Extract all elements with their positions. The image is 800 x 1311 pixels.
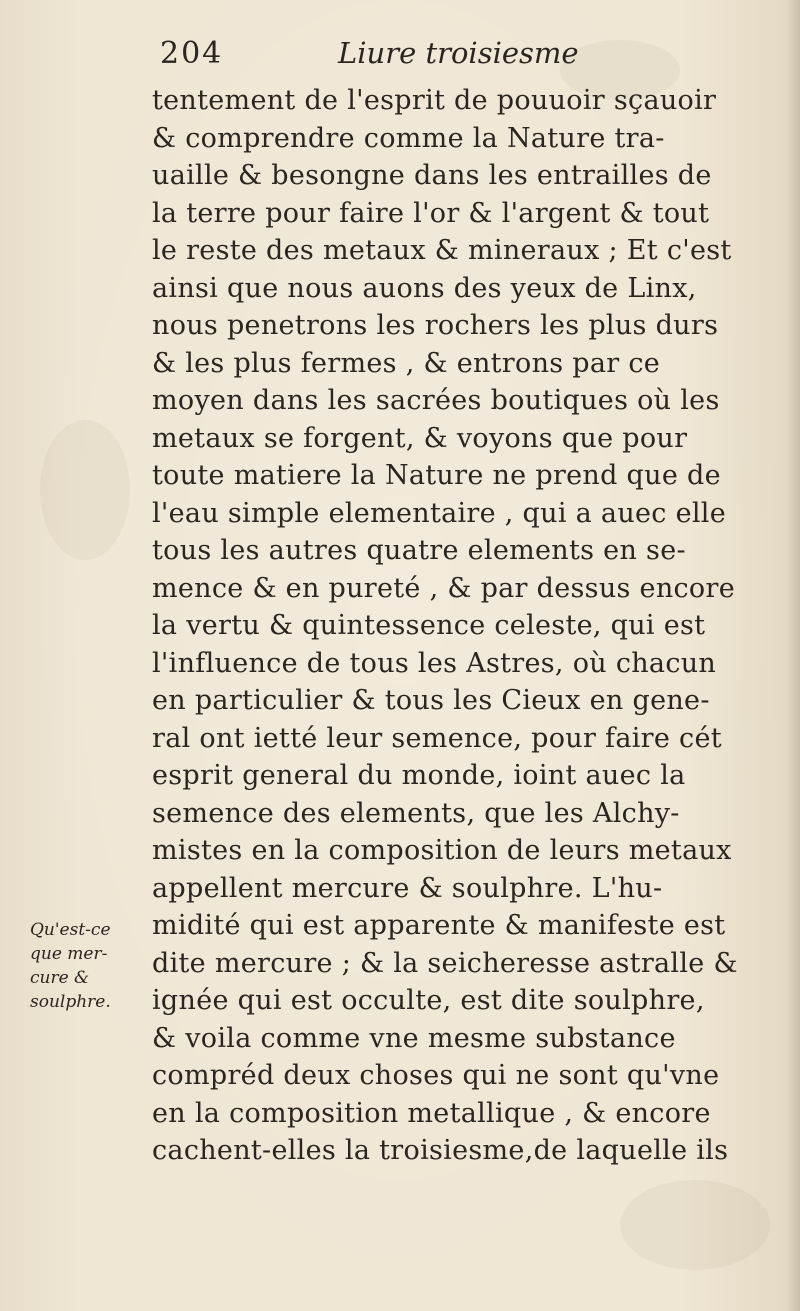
- text-line: ral ont ietté leur semence, pour faire cét: [152, 722, 722, 754]
- page-number: 204: [160, 36, 224, 71]
- text-line: & voila comme vne mesme substance: [152, 1022, 676, 1054]
- text-line: la terre pour faire l'or & l'argent & tout: [152, 197, 710, 229]
- text-line: l'eau simple elementaire , qui a auec elle: [152, 497, 727, 529]
- text-line: semence des elements, que les Alchy-: [152, 797, 680, 829]
- text-line: & les plus fermes , & entrons par ce: [152, 347, 661, 379]
- text-line: compréd deux choses qui ne sont qu'vne: [152, 1060, 720, 1091]
- text-line: cachent-elles la troisiesme,de laquelle ils: [152, 1135, 729, 1166]
- text-line: la vertu & quintessence celeste, qui est: [152, 610, 706, 641]
- running-head: [150, 36, 610, 80]
- text-line: mistes en la composition de leurs metaux: [152, 835, 732, 866]
- text-line: uaille & besongne dans les entrailles de: [152, 160, 712, 191]
- text-line: dite mercure ; & la seicheresse astralle &: [152, 947, 738, 979]
- paper-stain: [620, 1180, 770, 1270]
- margin-note: [30, 918, 148, 1014]
- text-line: tous les autres quatre elements en se-: [152, 535, 686, 566]
- text-line: en particulier & tous les Cieux en gene-: [152, 685, 710, 716]
- text-line: ainsi que nous auons des yeux de Linx,: [152, 272, 697, 304]
- text-line: esprit general du monde, ioint auec la: [152, 760, 686, 791]
- text-line: mence & en pureté , & par dessus encore: [152, 572, 735, 604]
- text-line: metaux se forgent, & voyons que pour: [152, 422, 688, 454]
- text-line: ignée qui est occulte, est dite soulphre,: [152, 985, 705, 1016]
- margin-note-line: cure &: [30, 968, 90, 988]
- body-text: [152, 82, 792, 1170]
- text-line: le reste des metaux & mineraux ; Et c'est: [152, 235, 732, 266]
- text-line: midité qui est apparente & manifeste est: [152, 910, 726, 941]
- text-line: appellent mercure & soulphre. L'hu-: [152, 872, 663, 904]
- text-line: moyen dans les sacrées boutiques où les: [152, 385, 720, 416]
- text-line: toute matiere la Nature ne prend que de: [152, 460, 721, 491]
- page-edge-shadow: [786, 0, 800, 1311]
- text-line: l'influence de tous les Astres, où chacun: [152, 647, 717, 679]
- running-title: Liure troisiesme: [338, 36, 579, 70]
- text-line: & comprendre comme la Nature tra-: [152, 122, 665, 154]
- text-line: nous penetrons les rochers les plus durs: [152, 310, 719, 341]
- text-line: tentement de l'esprit de pouuoir sçauoir: [152, 85, 717, 116]
- margin-note-line: Qu'est-ce: [30, 920, 111, 940]
- paper-stain: [40, 420, 130, 560]
- margin-note-line: soulphre.: [30, 992, 111, 1012]
- text-line: en la composition metallique , & encore: [152, 1097, 711, 1129]
- margin-note-line: que mer-: [30, 944, 108, 964]
